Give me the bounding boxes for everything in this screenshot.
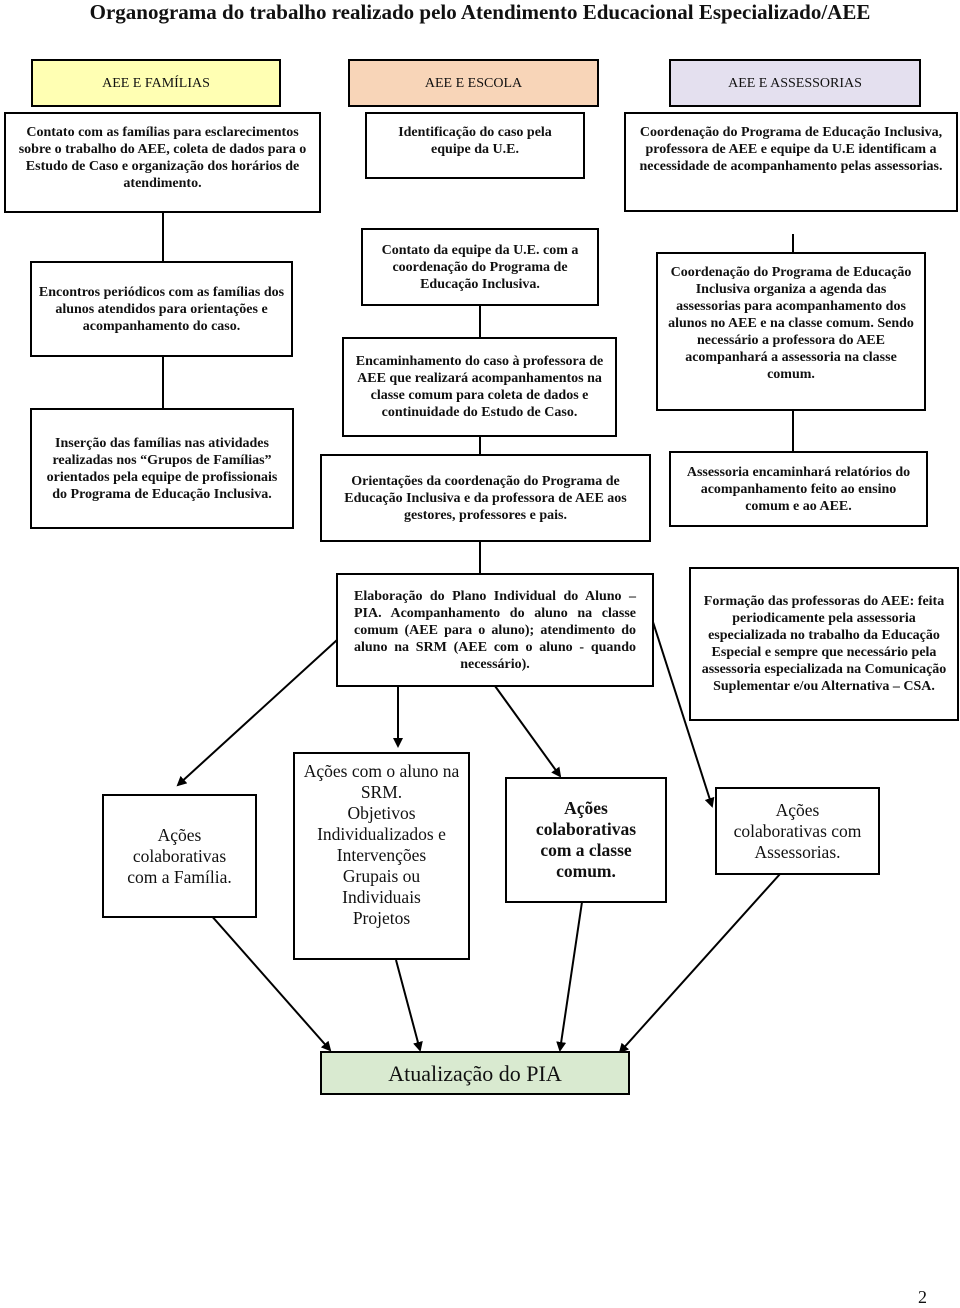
header-aee-familias: AEE E FAMÍLIAS — [31, 59, 281, 107]
acoes-srm-item: Objetivos — [347, 803, 416, 823]
box-escola-identificacao: Identificação do caso pela equipe da U.E. — [365, 112, 585, 179]
acoes-srm-item: Grupais ou — [342, 866, 421, 886]
box-escola-contato-coordenacao: Contato da equipe da U.E. com a coordenação do Programa de Educação Inclusiva. — [361, 228, 599, 306]
acoes-srm-item: Projetos — [352, 908, 411, 928]
acoes-srm-item: Intervenções — [336, 845, 427, 865]
box-familias-insercao: Inserção das famílias nas atividades realizadas nos “Grupos de Famílias” orientados pela equipe de profissionais do Programa de Educação Inclusiva. — [30, 408, 294, 529]
box-escola-encaminhamento: Encaminhamento do caso à professora de AEE que realizará acompanhamentos na classe comum para coleta de dados e continuidade do Estudo de Caso. — [342, 337, 617, 437]
box-acoes-srm — [293, 752, 470, 960]
acoes-srm-item: Individuais — [342, 887, 421, 907]
header-aee-assessorias: AEE E ASSESSORIAS — [669, 59, 921, 107]
header-aee-escola: AEE E ESCOLA — [348, 59, 599, 107]
box-acoes-classe-comum: Ações colaborativas com a classe comum. — [505, 777, 667, 903]
box-assessorias-relatorios: Assessoria encaminhará relatórios do acompanhamento feito ao ensino comum e ao AEE. — [669, 451, 928, 527]
acoes-srm-item: Individualizados e — [317, 824, 446, 844]
page-title: Organograma do trabalho realizado pelo Atendimento Educacional Especializado/AEE — [89, 0, 871, 24]
page-number: 2 — [918, 1287, 927, 1307]
box-acoes-familia: Ações colaborativas com a Família. — [102, 794, 257, 918]
box-assessorias-agenda: Coordenação do Programa de Educação Inclusiva organiza a agenda das assessorias para acompanhamento dos alunos no AEE e na classe comum. Sendo necessário a professora do AEE acompanhará a assessoria na classe comum. — [656, 252, 926, 411]
box-formacao-professoras: Formação das professoras do AEE: feita periodicamente pela assessoria especializada no trabalho da Educação Especial e sempre que necessário pela assessoria especializada na Comunicação Suplementar e/ou Alternativa – CSA. — [689, 567, 959, 721]
box-atualizacao-pia: Atualização do PIA — [320, 1051, 630, 1095]
box-familias-contato: Contato com as famílias para esclarecimentos sobre o trabalho do AEE, coleta de dados para o Estudo de Caso e organização dos horários de atendimento. — [4, 112, 321, 213]
acoes-srm-title: Ações com o aluno na SRM. — [303, 761, 460, 802]
box-pia-elaboracao: Elaboração do Plano Individual do Aluno – PIA. Acompanhamento do aluno na classe comum (AEE para o aluno); atendimento do aluno na SRM (AEE com o aluno - quando necessário). — [336, 573, 654, 687]
box-escola-orientacoes: Orientações da coordenação do Programa de Educação Inclusiva e da professora de AEE aos gestores, professores e pais. — [320, 454, 651, 542]
box-acoes-assessorias: Ações colaborativas com Assessorias. — [715, 787, 880, 875]
box-assessorias-coordenacao: Coordenação do Programa de Educação Inclusiva, professora de AEE e equipe da U.E identificam a necessidade de acompanhamento pelas assessorias. — [624, 112, 958, 212]
box-familias-encontros: Encontros periódicos com as famílias dos alunos atendidos para orientações e acompanhamento do caso. — [30, 261, 293, 357]
